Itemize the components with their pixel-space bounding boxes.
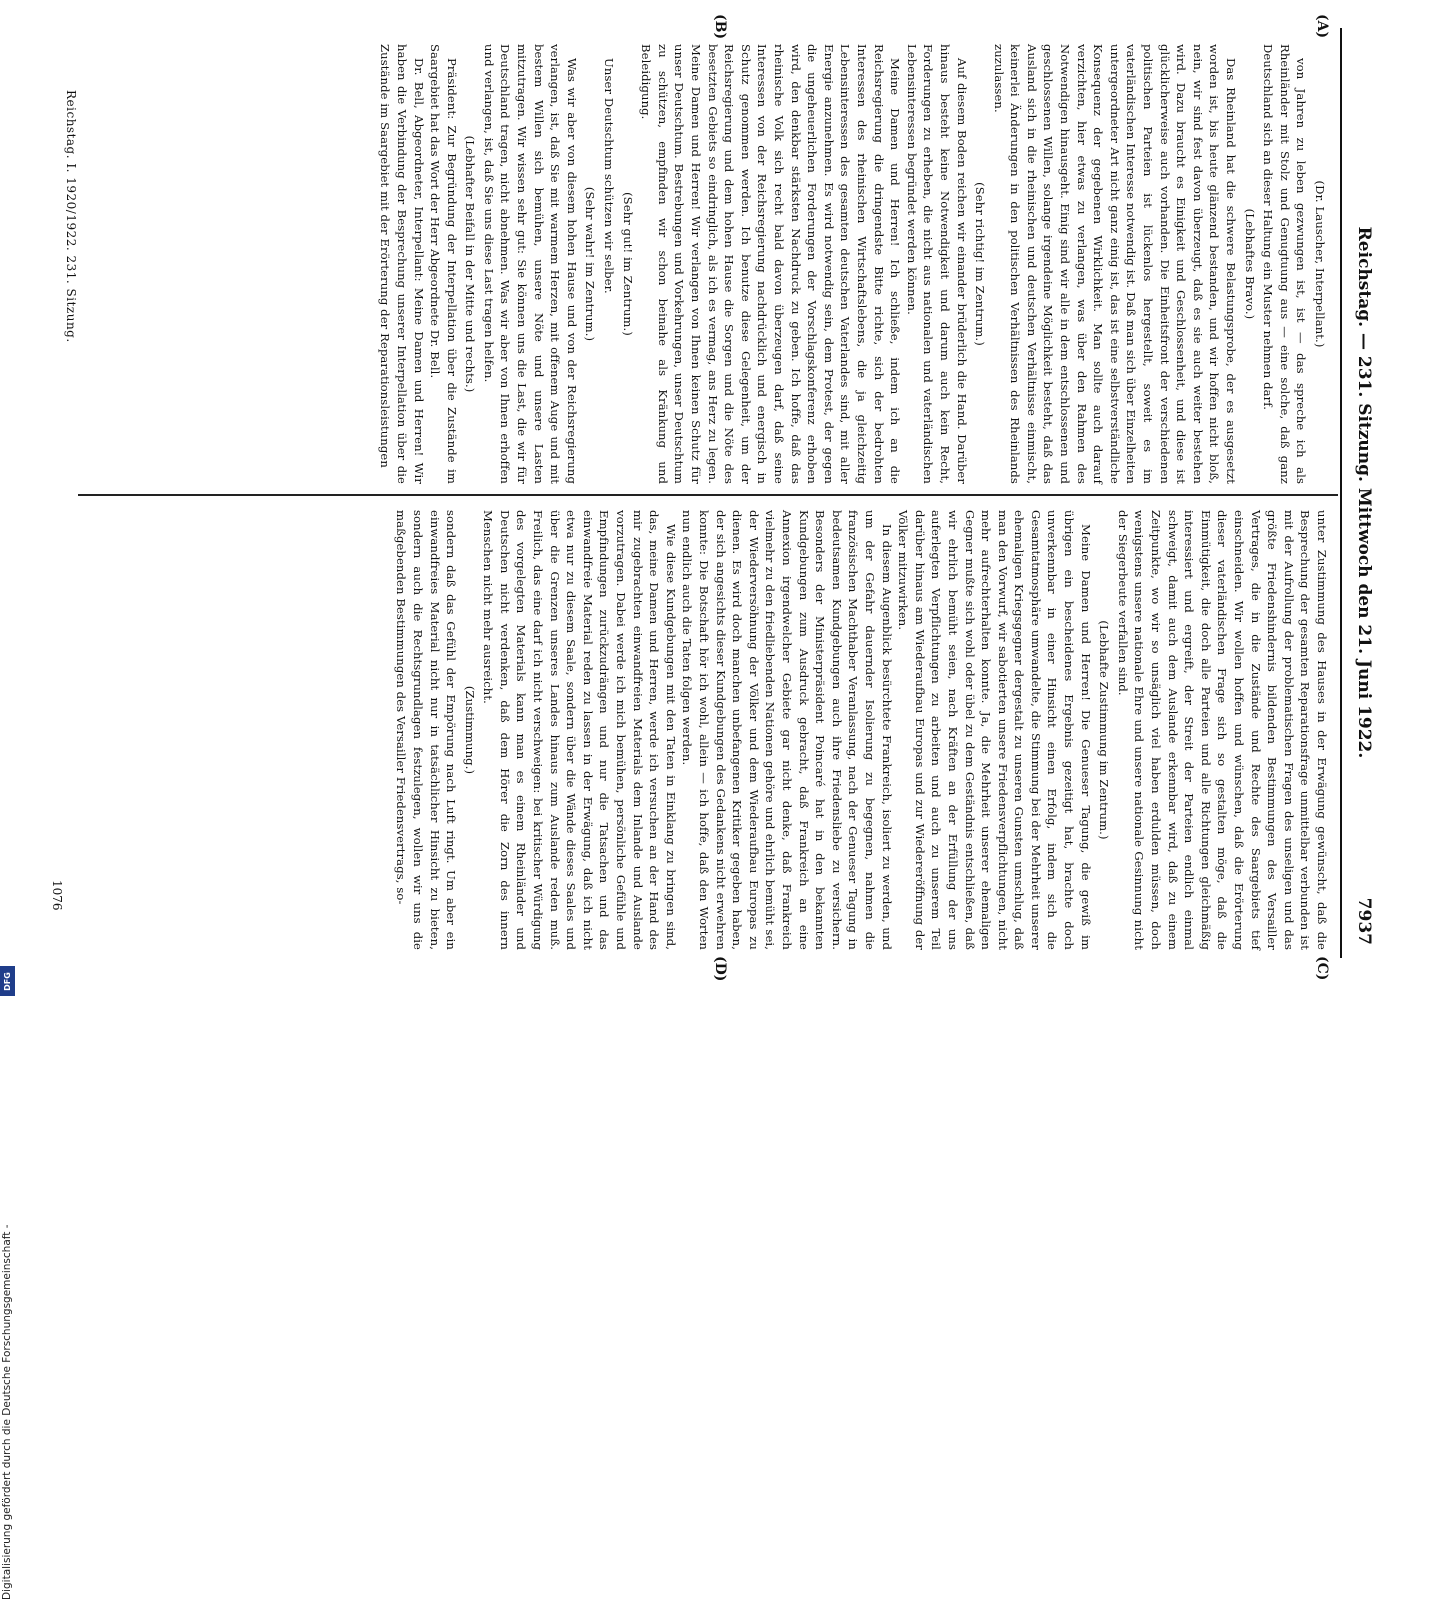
sidebar-credit: Digitalisierung gefördert durch die Deutsche Forschungsgemeinschaft - bbox=[1, 1224, 13, 1600]
reaction: (Lebhafte Zustimmung im Zentrum.) bbox=[1097, 620, 1112, 840]
paragraph: sondern daß das Gefühl der Empörung nach Luft ringt. Um aber ein einwandfreies Material nicht nur in tatsächlicher Hinsicht zu bieten, sondern auch die Rechtsgrundlagen festzulegen, wollen wir uns die maßgebenden Bestimmungen des Versailler Friedensvertrags, so- bbox=[394, 510, 459, 950]
paragraph: Meine Damen und Herren! Die Genueser Tagung, die gewiß im übrigen ein bescheidenes Ergebnis gezeitigt hat, brachte doch unverkennbar in einer Hinsicht einen Erfolg, indem sich die Gesamtatmosphäre umwandelte, die Stimmung bei der Mehrheit unserer ehemaligen Kriegsgegner dergestalt zu unseren Gunsten umschlug, daß man den Vorwurf, wir sabotierten unsere Friedensverpflichtungen, nicht mehr aufrechterhalten konnte. Ja, die Mehrheit unserer ehemaligen Gegner mußte sich wohl oder übel zu dem Geständnis entschließen, daß wir ehrlich bemüht seien, nach Kräften an der Erfüllung der uns auferlegten Verpflichtungen zu arbeiten und auch zu unserem Teil darüber hinaus am Wiederaufbau Europas und zur Wiedereröffnung der Völker mitzuwirken. bbox=[896, 510, 1093, 950]
reaction: (Zustimmung.) bbox=[462, 685, 477, 775]
reaction: (Sehr wahr! im Zentrum.) bbox=[583, 186, 598, 342]
reaction: (Lebhaftes Bravo.) bbox=[1242, 208, 1257, 320]
paragraph: Unser Deutschtum schützen wir selber. bbox=[602, 58, 617, 294]
speaker-continuation: (Dr. Lauscher, Interpellant.) bbox=[1313, 180, 1327, 348]
dfg-logo-icon: DFG bbox=[0, 966, 15, 996]
paragraph: Auf diesem Boden reichen wir einander brüderlich die Hand. Darüber hinaus besteht keine Notwendigkeit und darum auch kein Recht, Forderungen zu erheben, die nicht aus nationalen und vaterländischen Lebensinteressen begründet werden können. bbox=[904, 44, 969, 484]
page-number: 7937 bbox=[1354, 897, 1374, 945]
reaction: (Lebhafter Beifall in der Mitte und rechts.) bbox=[463, 135, 478, 393]
president-remark: Präsident: Zur Begründung der Interpellation über die Zustände im Saargebiet hat das Wort der Herr Abgeordnete Dr. Bell. bbox=[428, 44, 459, 484]
header-rule bbox=[1340, 28, 1342, 958]
reaction: (Sehr gut! im Zentrum.) bbox=[620, 192, 635, 336]
left-column bbox=[377, 44, 1330, 484]
paragraph: Meine Damen und Herren! Ich schließe, indem ich an die Reichsregierung die dringendste Bitte richte, sich der bedrohten Interessen des rheinischen Wirtschaftslebens, die ja gleichzeitig Lebensinteressen des gesamten deutschen Vaterlandes sind, mit aller Energie anzunehmen. Es wird notwendig sein, dem Protest, der gegen die ungeheuerlichen Forderungen der Vorschlagskonferenz erhoben wird, den denkbar stärksten Nachdruck zu geben. Ich hoffe, daß das rheinische Volk sich recht bald davon überzeugen darf, daß seine Interessen von der Reichsregierung nachdrücklich und energisch in Schutz genommen werden. Ich benutze diese Gelegenheit, um der Reichsregierung und dem hohen Hause die Sorgen und die Nöte des besetzten Gebiets so eindringlich, als ich es vermag, ans Herz zu legen. Meine Damen und Herren! Wir verlangen von Ihnen keinen Schutz für unser Deutschtum. Bestrebungen und Vorkehrungen, unser Deutschtum zu schützen, empfinden wir schon beinahe als Kränkung und Beleidigung. bbox=[639, 44, 903, 484]
paragraph: Dr. Bell, Abgeordneter, Interpellant: Meine Damen und Herren! Wir haben die Verbindung der Besprechung unserer Interpellation über die Zustände im Saargebiet mit der Erörterung der Reparationsleistungen bbox=[378, 44, 426, 484]
paragraph: von Jahren zu leben gezwungen ist, ist — das spreche ich als Rheinländer mit Stolz und Genugtuung aus — eine solche, daß ganz Deutschland sich an dieser Haltung ein Muster nehmen darf. bbox=[1261, 44, 1309, 484]
margin-letter-b: (B) bbox=[712, 14, 728, 40]
page-header bbox=[1346, 40, 1374, 945]
reaction: (Sehr richtig! im Zentrum.) bbox=[973, 182, 988, 346]
margin-letter-a: (A) bbox=[1314, 14, 1330, 39]
paragraph: Das Rheinland hat die schwere Belastungsprobe, der es ausgesetzt worden ist, bis heute glänzend bestanden, und wir hoffen nicht bloß, nein, wir sind fest davon überzeugt, daß es sie auch weiter bestehen wird. Dazu braucht es Einigkeit und Geschlossenheit, und diese ist glücklicherweise auch vorhanden. Die Einheitsfront der verschiedenen politischen Parteien ist lückenlos hergestellt, soweit es im vaterländischen Interesse notwendig ist. Daß man sich über Einzelheiten untergeordneter Art nicht ganz einig ist, das ist eine selbstverständliche Konsequenz der gegebenen Wirklichkeit. Man sollte auch darauf verzichten, hier etwas zu verlangen, was über den Rahmen des Notwendigen hinausgeht. Einig sind wir alle in dem entschlossenen und geschlossenen Willen, solange irgendeine Möglichkeit besteht, daß das Ausland sich in die rheinischen und deutschen Verhältnisse einmischt, keinerlei Änderungen in den politischen Verhältnissen des Rheinlands zuzulassen. bbox=[991, 44, 1239, 484]
footer-left: Reichstag. I. 1920/1922. 231. Sitzung. bbox=[64, 90, 78, 343]
column-divider bbox=[78, 494, 1338, 496]
paragraph: Wie diese Kundgebungen mit den Taten in Einklang zu bringen sind, das, meine Damen und Herren, werde ich versuchen an der Hand des mir zugebrachten einwandfreien Materials dem Inlande und Auslande vorzutragen. Dabei werde ich mich bemühen, persönliche Gefühle und Empfindungen zurückzudrängen und nur die Tatsachen und das einwandfreie Material reden zu lassen in der Erwägung, daß ich nicht etwa nur zu diesem Saale, sondern über die Wände dieses Saales und über die Grenzen unseres Landes hinaus zum Auslande reden muß. Freilich, das eine darf ich nicht verschweigen: bei kritischer Würdigung des vorgelegten Materials kann man es einem Rheinländer und Deutschen nicht verdenken, daß dem Hörer die Zorn des innern Menschen nicht mehr ausreicht. bbox=[481, 510, 678, 950]
footer-page-number: 1076 bbox=[50, 880, 64, 911]
margin-letter-c: (C) bbox=[1314, 956, 1330, 981]
paragraph: In diesem Augenblick besürchtete Frankreich, isoliert zu werden, und um der Gefahr dauernder Isolierung zu begegnen, nahmen die französischen Machthaber Veranlassung, nach der Genueser Tagung in bedeutsamen Kundgebungen auch ihre Friedensliebe zu versichern. Besonders der Ministerpräsident Poincaré hat in den bekannten Kundgebungen zum Ausdruck gebracht, daß Frankreich an eine Annexion irgendwelcher Gebiete gar nicht denke, daß Frankreich vielmehr zu den friedliebenden Nationen gehöre und ehrlich bemüht sei, der Wiederversöhnung der Völker und dem Wiederaufbau Europas zu dienen. Es wird doch manchen unbefangenen Kritiker gegeben haben, der sich angesichts dieser Kundgebungen des Gedankens nicht erwehren konnte: Die Botschaft hör ich wohl, allein — ich hoffe, daß den Worten nun endlich auch die Taten folgen werden. bbox=[680, 510, 894, 950]
margin-letter-d: (D) bbox=[712, 956, 728, 982]
right-column bbox=[393, 510, 1330, 950]
header-title: Reichstag. — 231. Sitzung. Mittwoch den 21. Juni 1922. bbox=[1354, 226, 1374, 759]
paragraph: unter Zustimmung des Hauses in der Erwägung gewünscht, daß die Besprechung der gesamten Reparationsfrage unmittelbar verbunden ist mit der Aufrollung der problematischen Fragen des unseligen und das größte Friedenshindernis bildenden Bestimmungen des Versailler Vertrages, die in die Zustände und Rechte des Saargebiets tief einschneiden. Wir wollen hoffen und wünschen, daß die Erörterung dieser vaterländischen Frage sich so gestalten möge, daß die Einmütigkeit, die doch alle Parteien und alle Richtungen gleichmäßig interessiert und ergreift, der Streit der Parteien endlich einmal schweigt, damit auch dem Auslande erkennbar wird, daß zu einem Zeitpunkte, wo wir so unsäglich viel haben erdulden müssen, doch wenigstens unsere nationale Ehre und unsere nationale Gesinnung nicht der Siegerbeute verfallen sind. bbox=[1115, 510, 1329, 950]
paragraph: Was wir aber von diesem hohen Hause und von der Reichsregierung verlangen, ist, daß Sie mit warmem Herzen, mit offenem Auge und mit bestem Willen sich bemühen, unsere Nöte und unsere Lasten mitzutragen. Wir wissen sehr gut: Sie können uns die Last, die wir für Deutschland tragen, nicht abnehmen. Was wir aber von Ihnen erhoffen und verlangen, ist, daß Sie uns diese Last tragen helfen. bbox=[481, 44, 579, 484]
